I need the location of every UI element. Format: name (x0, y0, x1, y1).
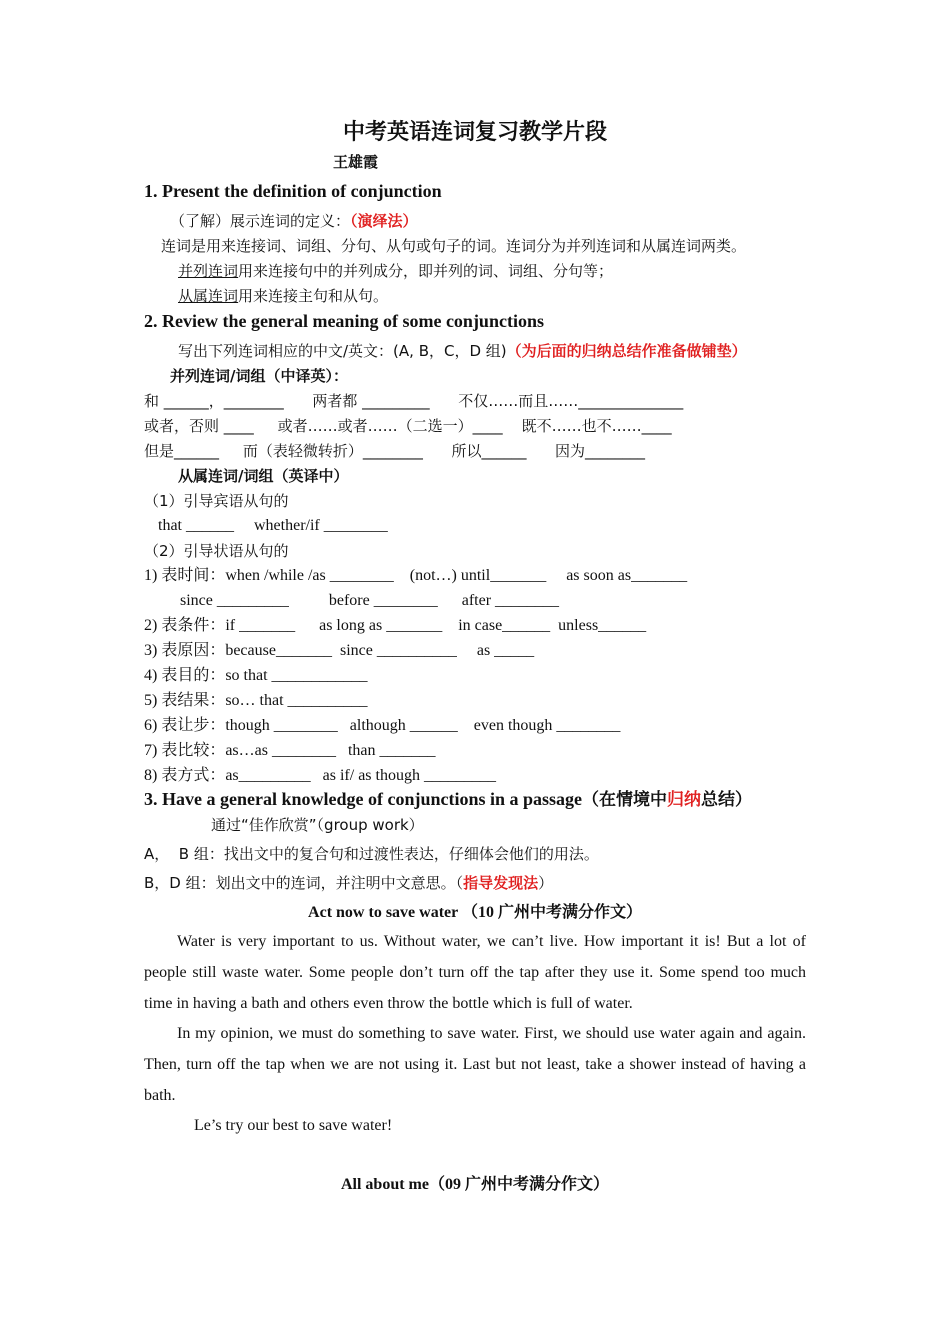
section-3-heading-en: 3. Have a general knowledge of conjunctions in a passage (144, 789, 583, 809)
subordinating-heading: 从属连词/词组（英译中） (178, 467, 349, 485)
group-bd-instruction: B，D 组：划出文中的连词，并注明中文意思。（ (144, 874, 464, 892)
adverbial-row-concession: 6) 表让步：though ________ although ______ even though ________ (144, 717, 621, 734)
adverbial-row-time-2: since _________ before ________ after ________ (144, 592, 560, 609)
section-2-heading: 2. Review the general meaning of some conjunctions (144, 311, 544, 331)
section-1-line-4 (178, 286, 388, 306)
essay-2-title: All about me（09 广州中考满分作文） (340, 1176, 609, 1193)
object-clause-row: that ______ whether/if ________ (150, 517, 388, 534)
section-3-line-3 (144, 873, 553, 893)
adverbial-row-comparison: 7) 表比较：as…as ________ than _______ (144, 742, 436, 759)
definition-label: （了解）展示连词的定义： (170, 212, 351, 230)
coordinating-row-1: 和 ______，________ 两者都 _________ 不仅……而且……______________ (144, 392, 684, 410)
coordinating-row-3: 但是______ 而（表轻微转折）________ 所以______ 因为________ (144, 442, 646, 460)
document-title: 中考英语连词复习教学片段 (342, 120, 607, 145)
adverbial-row-manner: 8) 表方式：as_________ as if/ as though _________ (144, 767, 496, 784)
essay-1-title: Act now to save water （10 广州中考满分作文） (308, 904, 642, 921)
object-clause-label: （1）引导宾语从句的 (144, 492, 289, 510)
adverbial-row-result: 5) 表结果：so… that __________ (144, 692, 368, 709)
coordinating-heading: 并列连词/词组（中译英）： (170, 367, 348, 385)
essay-1-paragraph-1: Water is very important to us. Without water, we can’t live. How important it is! But a lot of people still waste water. Some people don’t turn off the tap after they use it. Some spend too much time in having a bath and others even throw the bottle which is full of water. (144, 933, 806, 1012)
section-3-line-1: 通过“佳作欣赏”（group work） (211, 816, 424, 834)
essay-1-paragraph-3: Le’s try our best to save water! (194, 1117, 393, 1134)
section-1-line-1 (170, 211, 418, 231)
adverbial-row-time: 1) 表时间：when /while /as ________ (not…) until_______ as soon as_______ (144, 567, 688, 584)
guided-discovery-method: 指导发现法 (463, 874, 539, 892)
adverbial-clause-label: （2）引导状语从句的 (144, 542, 289, 560)
subordinating-definition: 用来连接主句和从句。 (238, 287, 389, 305)
essay-1-paragraph-2: In my opinion, we must do something to save water. First, we should use water again and again. Then, turn off the tap when we are not using it. Last but not least, take a shower instead of having a bath. (144, 1025, 806, 1104)
section-3-heading (144, 789, 752, 810)
intro-note: （为后面的归纳总结作准备做铺垫） (506, 342, 747, 360)
section-3-heading-cn-a: （在情境中 (582, 790, 668, 810)
method-note: （演绎法） (350, 212, 418, 230)
section-3-heading-cn-b: 总结） (701, 790, 753, 810)
coordinating-row-2: 或者，否则 ____ 或者……或者……（二选一）____ 既不……也不……____ (144, 417, 672, 435)
section-1-line-3 (178, 261, 613, 281)
adverbial-row-purpose: 4) 表目的：so that ____________ (144, 667, 368, 684)
section-2-intro (178, 341, 747, 361)
adverbial-row-condition: 2) 表条件：if _______ as long as _______ in case______ unless______ (144, 617, 647, 634)
intro-text: 写出下列连词相应的中文/英文：(A, B，C，D 组) (178, 342, 507, 360)
coordinating-term: 并列连词 (178, 262, 239, 280)
author-name: 王雄霞 (333, 153, 379, 171)
subordinating-term: 从属连词 (178, 287, 239, 305)
section-1-heading: 1. Present the definition of conjunction (144, 181, 442, 201)
adverbial-row-reason: 3) 表原因：because_______ since __________ as _____ (144, 642, 535, 659)
section-3-heading-cn-red: 归纳 (667, 790, 702, 810)
coordinating-definition: 用来连接句中的并列成分，即并列的词、词组、分句等； (238, 262, 614, 280)
section-3-line-2: A， B 组：找出文中的复合句和过渡性表达，仔细体会他们的用法。 (144, 845, 599, 863)
section-1-line-2: 连词是用来连接词、词组、分句、从句或句子的词。连词分为并列连词和从属连词两类。 (161, 237, 747, 255)
closing-paren: ） (538, 874, 554, 892)
